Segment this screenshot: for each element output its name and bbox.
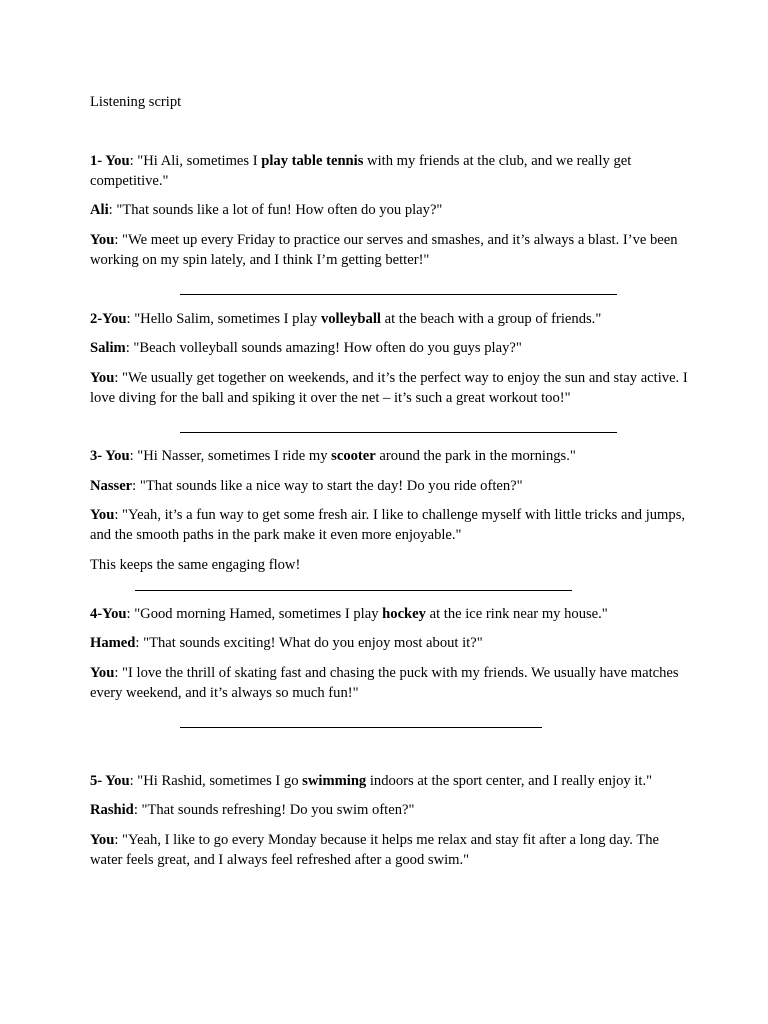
dialogue-3-note: This keeps the same engaging flow! bbox=[90, 557, 301, 573]
dialogue-4-line-3: You: "I love the thrill of skating fast and chasing the puck with my friends. We usually have matches every weekend, and it’s always so much fun!" bbox=[90, 665, 679, 701]
dialogue-3-line-3: You: "Yeah, it’s a fun way to get some fresh air. I like to challenge myself with little tricks and jumps, and the smooth paths in the park make it even more enjoyable." bbox=[90, 507, 686, 543]
dialogue-5-line-2: Rashid: "That sounds refreshing! Do you swim often?" bbox=[90, 802, 415, 818]
dialogue-5-line-3: You: "Yeah, I like to go every Monday because it helps me relax and stay fit after a long day. The water feels great, and I always feel refreshed after a good swim." bbox=[90, 832, 660, 868]
separator-line bbox=[135, 590, 572, 591]
dialogue-4-line-2: Hamed: "That sounds exciting! What do you enjoy most about it?" bbox=[90, 635, 483, 651]
dialogue-3-line-1: 3- You: "Hi Nasser, sometimes I ride my scooter around the park in the mornings." bbox=[90, 448, 576, 464]
page-title: Listening script bbox=[90, 94, 182, 110]
dialogue-2-line-1: 2-You: "Hello Salim, sometimes I play volleyball at the beach with a group of friends." bbox=[90, 311, 602, 327]
dialogue-1-line-1: 1- You: "Hi Ali, sometimes I play table tennis with my friends at the club, and we really get competitive." bbox=[90, 153, 632, 189]
separator-line bbox=[180, 294, 617, 295]
dialogue-5-line-1: 5- You: "Hi Rashid, sometimes I go swimming indoors at the sport center, and I really enjoy it." bbox=[90, 773, 653, 789]
dialogue-2-line-2: Salim: "Beach volleyball sounds amazing! How often do you guys play?" bbox=[90, 340, 522, 356]
dialogue-4-line-1: 4-You: "Good morning Hamed, sometimes I play hockey at the ice rink near my house." bbox=[90, 606, 608, 622]
dialogue-3-line-2: Nasser: "That sounds like a nice way to start the day! Do you ride often?" bbox=[90, 478, 523, 494]
dialogue-2-line-3: You: "We usually get together on weekends, and it’s the perfect way to enjoy the sun and stay active. I love diving for the ball and spiking it over the net – it’s such a great workout too!" bbox=[90, 370, 688, 406]
dialogue-1-line-2: Ali: "That sounds like a lot of fun! How often do you play?" bbox=[90, 202, 443, 218]
dialogue-1-line-3: You: "We meet up every Friday to practice our serves and smashes, and it’s always a blast. I’ve been working on my spin lately, and I think I’m getting better!" bbox=[90, 232, 678, 268]
separator-line bbox=[180, 432, 617, 433]
separator-line bbox=[180, 727, 542, 728]
